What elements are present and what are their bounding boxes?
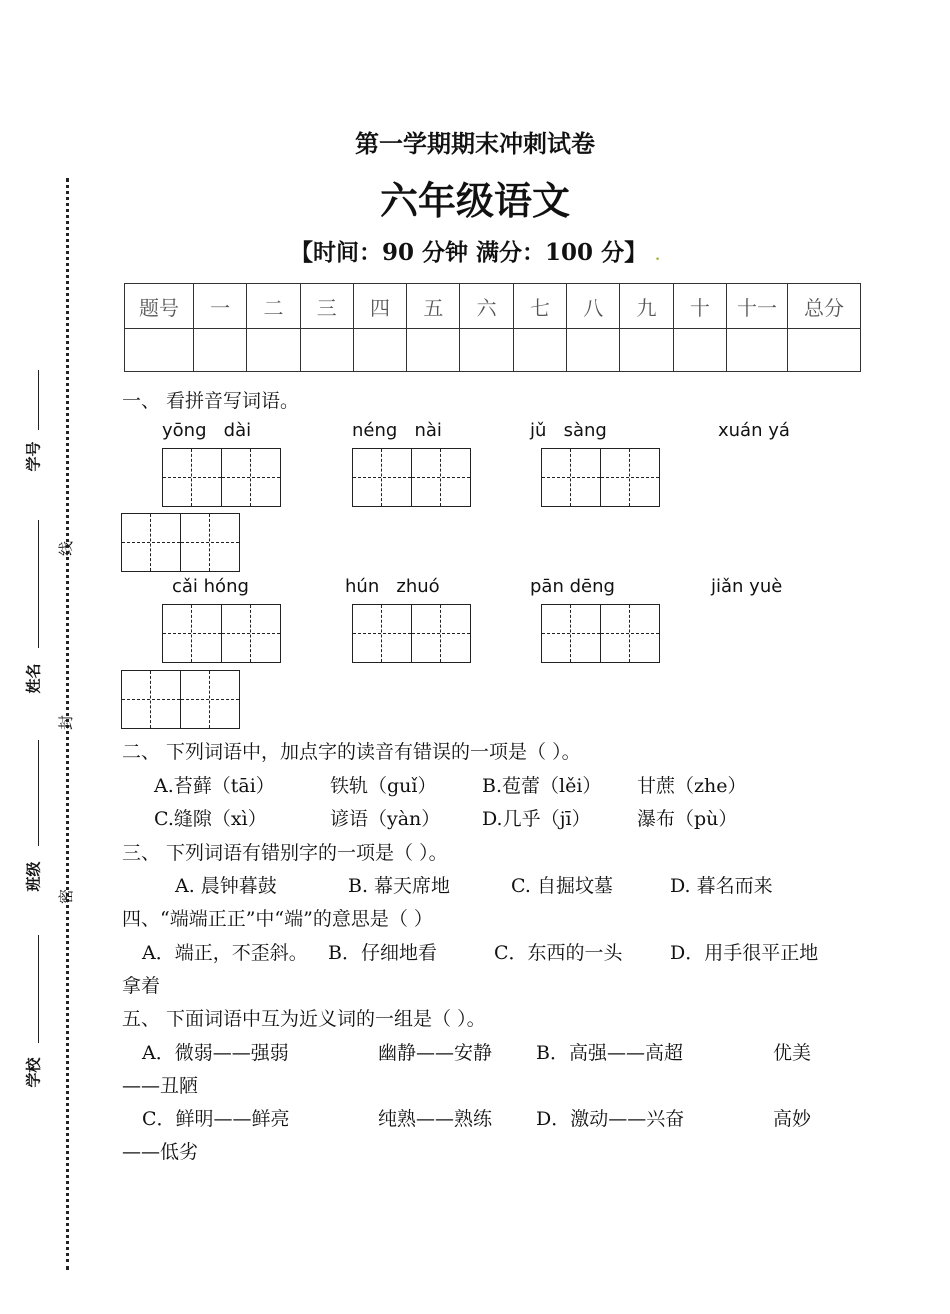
q2-option-a: A.苔藓（tāi） [154, 775, 275, 797]
q4-option-c: C．东西的一头 [494, 942, 623, 964]
q2-option-c: C.缝隙（xì） [154, 808, 267, 830]
score-header-row [125, 284, 861, 329]
q5-option-b: B．高强——高超 [536, 1042, 683, 1064]
q5-option-d2: 高妙 [773, 1108, 812, 1130]
score-header-cell: 五 [407, 284, 460, 329]
stray-dot: . [655, 248, 660, 264]
time-and-score: 【时间：90 分钟 满分：100 分】 [290, 239, 648, 266]
margin-label-seal: 封 [57, 714, 76, 731]
q2-option-b2: 甘蔗（zhe） [637, 775, 747, 797]
margin-label-name: 姓名 [24, 663, 43, 694]
q2-option-c2: 谚语（yàn） [330, 808, 441, 830]
score-cell[interactable] [620, 329, 673, 372]
q5-option-c2: 纯熟——熟练 [378, 1108, 493, 1130]
writing-grid[interactable] [352, 604, 470, 663]
pinyin-hunzhuo: hún zhuó [345, 576, 440, 597]
score-header-cell: 三 [300, 284, 353, 329]
pinyin-nengnai: néng nài [352, 420, 442, 441]
score-input-row [125, 329, 861, 372]
q5-option-c: C．鲜明——鲜亮 [142, 1108, 290, 1130]
q5-option-a: A．微弱——强弱 [142, 1042, 289, 1064]
score-cell[interactable] [513, 329, 566, 372]
q5-option-b2-cont: ——丑陋 [122, 1075, 199, 1097]
writing-grid[interactable] [541, 448, 659, 507]
q5-option-d2-cont: ——低劣 [122, 1141, 199, 1163]
writing-grid[interactable] [541, 604, 659, 663]
writing-grid[interactable] [352, 448, 470, 507]
exam-meta [0, 234, 950, 267]
score-cell[interactable] [788, 329, 861, 372]
q1-title: 一、 看拼音写词语。 [122, 390, 300, 412]
score-header-cell: 二 [247, 284, 300, 329]
score-cell[interactable] [567, 329, 620, 372]
margin-label-student-id: 学号 [24, 441, 43, 472]
writing-grid[interactable] [162, 604, 280, 663]
q3-option-a: A. 晨钟暮鼓 [175, 875, 277, 897]
score-header-cell: 四 [353, 284, 406, 329]
q2-option-b: B.苞蕾（lěi） [482, 775, 602, 797]
q2-option-d: D.几乎（jī） [482, 808, 591, 830]
q3-option-d: D. 暮名而来 [670, 875, 773, 897]
score-header-cell: 六 [460, 284, 513, 329]
pinyin-yongdai: yōng dài [162, 420, 252, 441]
writing-grid[interactable] [121, 670, 239, 729]
q4-option-d: D．用手很平正地 [670, 942, 819, 964]
pinyin-jusang: jǔ sàng [530, 420, 607, 441]
score-table [124, 283, 861, 372]
score-cell[interactable] [300, 329, 353, 372]
pinyin-xuanya: xuán yá [718, 420, 790, 441]
q4-option-b: B．仔细地看 [328, 942, 437, 964]
score-header-cell: 八 [567, 284, 620, 329]
q5-option-d: D．激动——兴奋 [536, 1108, 685, 1130]
score-cell[interactable] [727, 329, 788, 372]
exam-title: 第一学期期末冲刺试卷 [355, 129, 595, 158]
writing-grid[interactable] [121, 513, 239, 572]
score-cell[interactable] [194, 329, 247, 372]
pinyin-pandeng: pān dēng [530, 576, 615, 597]
pinyin-caihong: cǎi hóng [172, 576, 249, 597]
score-header-cell: 一 [194, 284, 247, 329]
margin-label-school: 学校 [24, 1057, 43, 1088]
pinyin-jianyue: jiǎn yuè [711, 576, 783, 597]
score-cell[interactable] [125, 329, 194, 372]
margin-label-line: 线 [57, 540, 76, 557]
q5-option-a2: 幽静——安静 [378, 1042, 493, 1064]
score-header-cell: 九 [620, 284, 673, 329]
q2-option-d2: 瀑布（pù） [637, 808, 738, 830]
q3-option-b: B. 幕天席地 [348, 875, 451, 897]
score-header-cell: 七 [513, 284, 566, 329]
margin-label-class: 班级 [24, 861, 43, 892]
q2-title: 二、 下列词语中，加点字的读音有错误的一项是（ ）。 [122, 741, 581, 763]
margin-label-secret: 密 [57, 888, 76, 905]
writing-grid[interactable] [162, 448, 280, 507]
q4-option-d-cont: 拿着 [122, 975, 161, 997]
margin-blank-student-id [38, 370, 39, 430]
q4-title: 四、“端端正正”中“端”的意思是（ ） [122, 908, 433, 930]
subject-title: 六年级语文 [379, 178, 570, 223]
score-header-cell: 十 [673, 284, 726, 329]
score-cell[interactable] [673, 329, 726, 372]
margin-blank-name [38, 520, 39, 648]
margin-blank-school [38, 935, 39, 1043]
q4-option-a: A．端正，不歪斜。 [142, 942, 308, 964]
score-header-cell: 总分 [788, 284, 861, 329]
q5-option-b2: 优美 [773, 1042, 812, 1064]
score-cell[interactable] [460, 329, 513, 372]
q5-title: 五、 下面词语中互为近义词的一组是（ ）。 [122, 1008, 486, 1030]
q3-title: 三、 下列词语有错别字的一项是（ ）。 [122, 842, 448, 864]
score-header-cell: 十一 [727, 284, 788, 329]
q3-option-c: C. 自掘坟墓 [511, 875, 613, 897]
score-header-cell: 题号 [125, 284, 194, 329]
score-cell[interactable] [247, 329, 300, 372]
score-cell[interactable] [407, 329, 460, 372]
score-cell[interactable] [353, 329, 406, 372]
margin-blank-class [38, 740, 39, 846]
q2-option-a2: 铁轨（guǐ） [330, 775, 437, 797]
